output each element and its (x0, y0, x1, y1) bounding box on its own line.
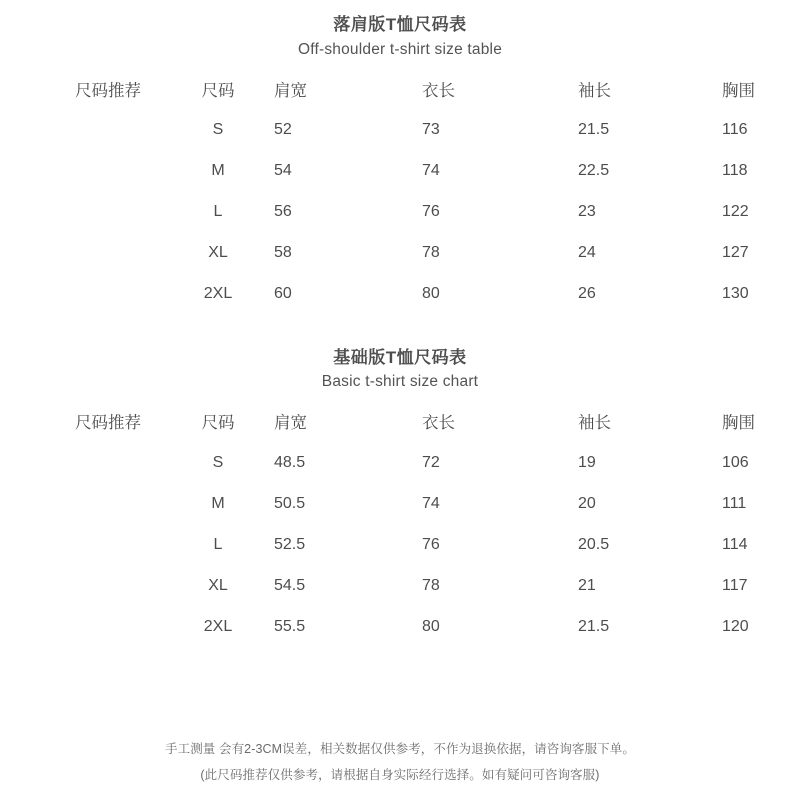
cell-recommend (48, 442, 168, 483)
cell-recommend (48, 483, 168, 524)
cell-bust: 111 (722, 494, 747, 512)
cell-length: 74 (422, 162, 440, 180)
cell-recommend (48, 274, 168, 315)
cell-length: 80 (422, 285, 440, 303)
table-row (48, 483, 800, 524)
cell-recommend (48, 110, 168, 151)
cell-sleeve: 23 (578, 203, 596, 221)
cell-recommend (48, 233, 168, 274)
cell-length: 78 (422, 576, 440, 594)
cell-size: L (213, 535, 223, 553)
cell-bust: 127 (722, 244, 749, 262)
table-1-wrapper (0, 68, 800, 315)
table-row (48, 606, 800, 647)
cell-recommend (48, 192, 168, 233)
cell-sleeve: 20 (578, 494, 596, 512)
cell-size: XL (208, 576, 228, 594)
table-row (48, 274, 800, 315)
cell-shoulder: 52 (274, 121, 292, 139)
cell-length: 76 (422, 203, 440, 221)
header-size: 尺码 (201, 414, 235, 433)
table-1-body (48, 110, 800, 315)
table-header-row (48, 400, 800, 442)
cell-sleeve: 21 (578, 576, 596, 594)
cell-length: 72 (422, 453, 440, 471)
header-shoulder: 肩宽 (274, 414, 307, 433)
table-row (48, 192, 800, 233)
cell-length: 78 (422, 244, 440, 262)
cell-bust: 106 (722, 453, 749, 471)
cell-recommend (48, 606, 168, 647)
table-header-row (48, 68, 800, 110)
cell-sleeve: 21.5 (578, 617, 610, 635)
cell-sleeve: 24 (578, 244, 596, 262)
table-2-title (0, 345, 800, 395)
table-2-wrapper (0, 400, 800, 647)
cell-size: S (212, 453, 224, 471)
cell-shoulder: 58 (274, 244, 292, 262)
cell-recommend (48, 151, 168, 192)
table-row (48, 233, 800, 274)
table-row (48, 442, 800, 483)
table-1-header (48, 68, 800, 110)
cell-shoulder: 60 (274, 285, 292, 303)
cell-sleeve: 22.5 (578, 162, 610, 180)
cell-shoulder: 54.5 (274, 576, 306, 594)
table-2-title-cn: 基础版T恤尺码表 (333, 347, 467, 367)
table-1-title-cn: 落肩版T恤尺码表 (333, 15, 467, 34)
table-row (48, 565, 800, 606)
cell-size: 2XL (203, 285, 233, 303)
header-sleeve: 袖长 (578, 414, 611, 433)
cell-length: 80 (422, 617, 440, 635)
cell-sleeve: 26 (578, 285, 596, 303)
cell-size: XL (208, 244, 228, 262)
footer-notes (0, 736, 800, 789)
cell-bust: 116 (722, 121, 748, 139)
header-shoulder: 肩宽 (274, 81, 307, 100)
header-recommend: 尺码推荐 (75, 414, 141, 433)
header-length: 衣长 (422, 81, 455, 100)
cell-sleeve: 20.5 (578, 535, 610, 553)
header-bust: 胸围 (722, 81, 755, 100)
table-2-body (48, 442, 800, 647)
header-recommend: 尺码推荐 (75, 81, 141, 100)
cell-bust: 118 (722, 162, 748, 180)
cell-bust: 117 (722, 576, 748, 594)
cell-size: 2XL (203, 617, 233, 635)
cell-size: L (213, 203, 223, 221)
cell-size: S (212, 121, 224, 139)
cell-sleeve: 21.5 (578, 121, 610, 139)
cell-size: M (211, 494, 225, 512)
footer-note-measurement: 手工测量 会有2-3CM误差，相关数据仅供参考，不作为退换依据，请咨询客服下单。 (165, 741, 635, 756)
header-length: 衣长 (422, 414, 455, 433)
cell-recommend (48, 565, 168, 606)
cell-bust: 120 (722, 617, 749, 635)
header-size: 尺码 (201, 81, 235, 100)
off-shoulder-size-table (48, 68, 800, 315)
cell-sleeve: 19 (578, 453, 596, 471)
table-1-title (0, 0, 800, 62)
cell-length: 76 (422, 535, 440, 553)
cell-shoulder: 50.5 (274, 494, 306, 512)
header-sleeve: 袖长 (578, 81, 611, 100)
cell-shoulder: 48.5 (274, 453, 306, 471)
table-row (48, 151, 800, 192)
basic-size-table (48, 400, 800, 647)
table-row (48, 524, 800, 565)
footer-note-recommendation: (此尺码推荐仅供参考，请根据自身实际经行选择。如有疑问可咨询客服) (200, 767, 600, 782)
cell-recommend (48, 524, 168, 565)
table-1-title-en: Off-shoulder t-shirt size table (297, 40, 503, 58)
cell-bust: 130 (722, 285, 749, 303)
table-2-title-en: Basic t-shirt size chart (321, 373, 479, 391)
cell-shoulder: 55.5 (274, 617, 306, 635)
cell-shoulder: 54 (274, 162, 292, 180)
cell-shoulder: 56 (274, 203, 292, 221)
cell-size: M (211, 162, 225, 180)
cell-length: 73 (422, 121, 440, 139)
header-bust: 胸围 (722, 414, 755, 433)
table-2-header (48, 400, 800, 442)
cell-length: 74 (422, 494, 440, 512)
cell-bust: 114 (722, 535, 748, 553)
cell-shoulder: 52.5 (274, 535, 306, 553)
cell-bust: 122 (722, 203, 749, 221)
table-row (48, 110, 800, 151)
